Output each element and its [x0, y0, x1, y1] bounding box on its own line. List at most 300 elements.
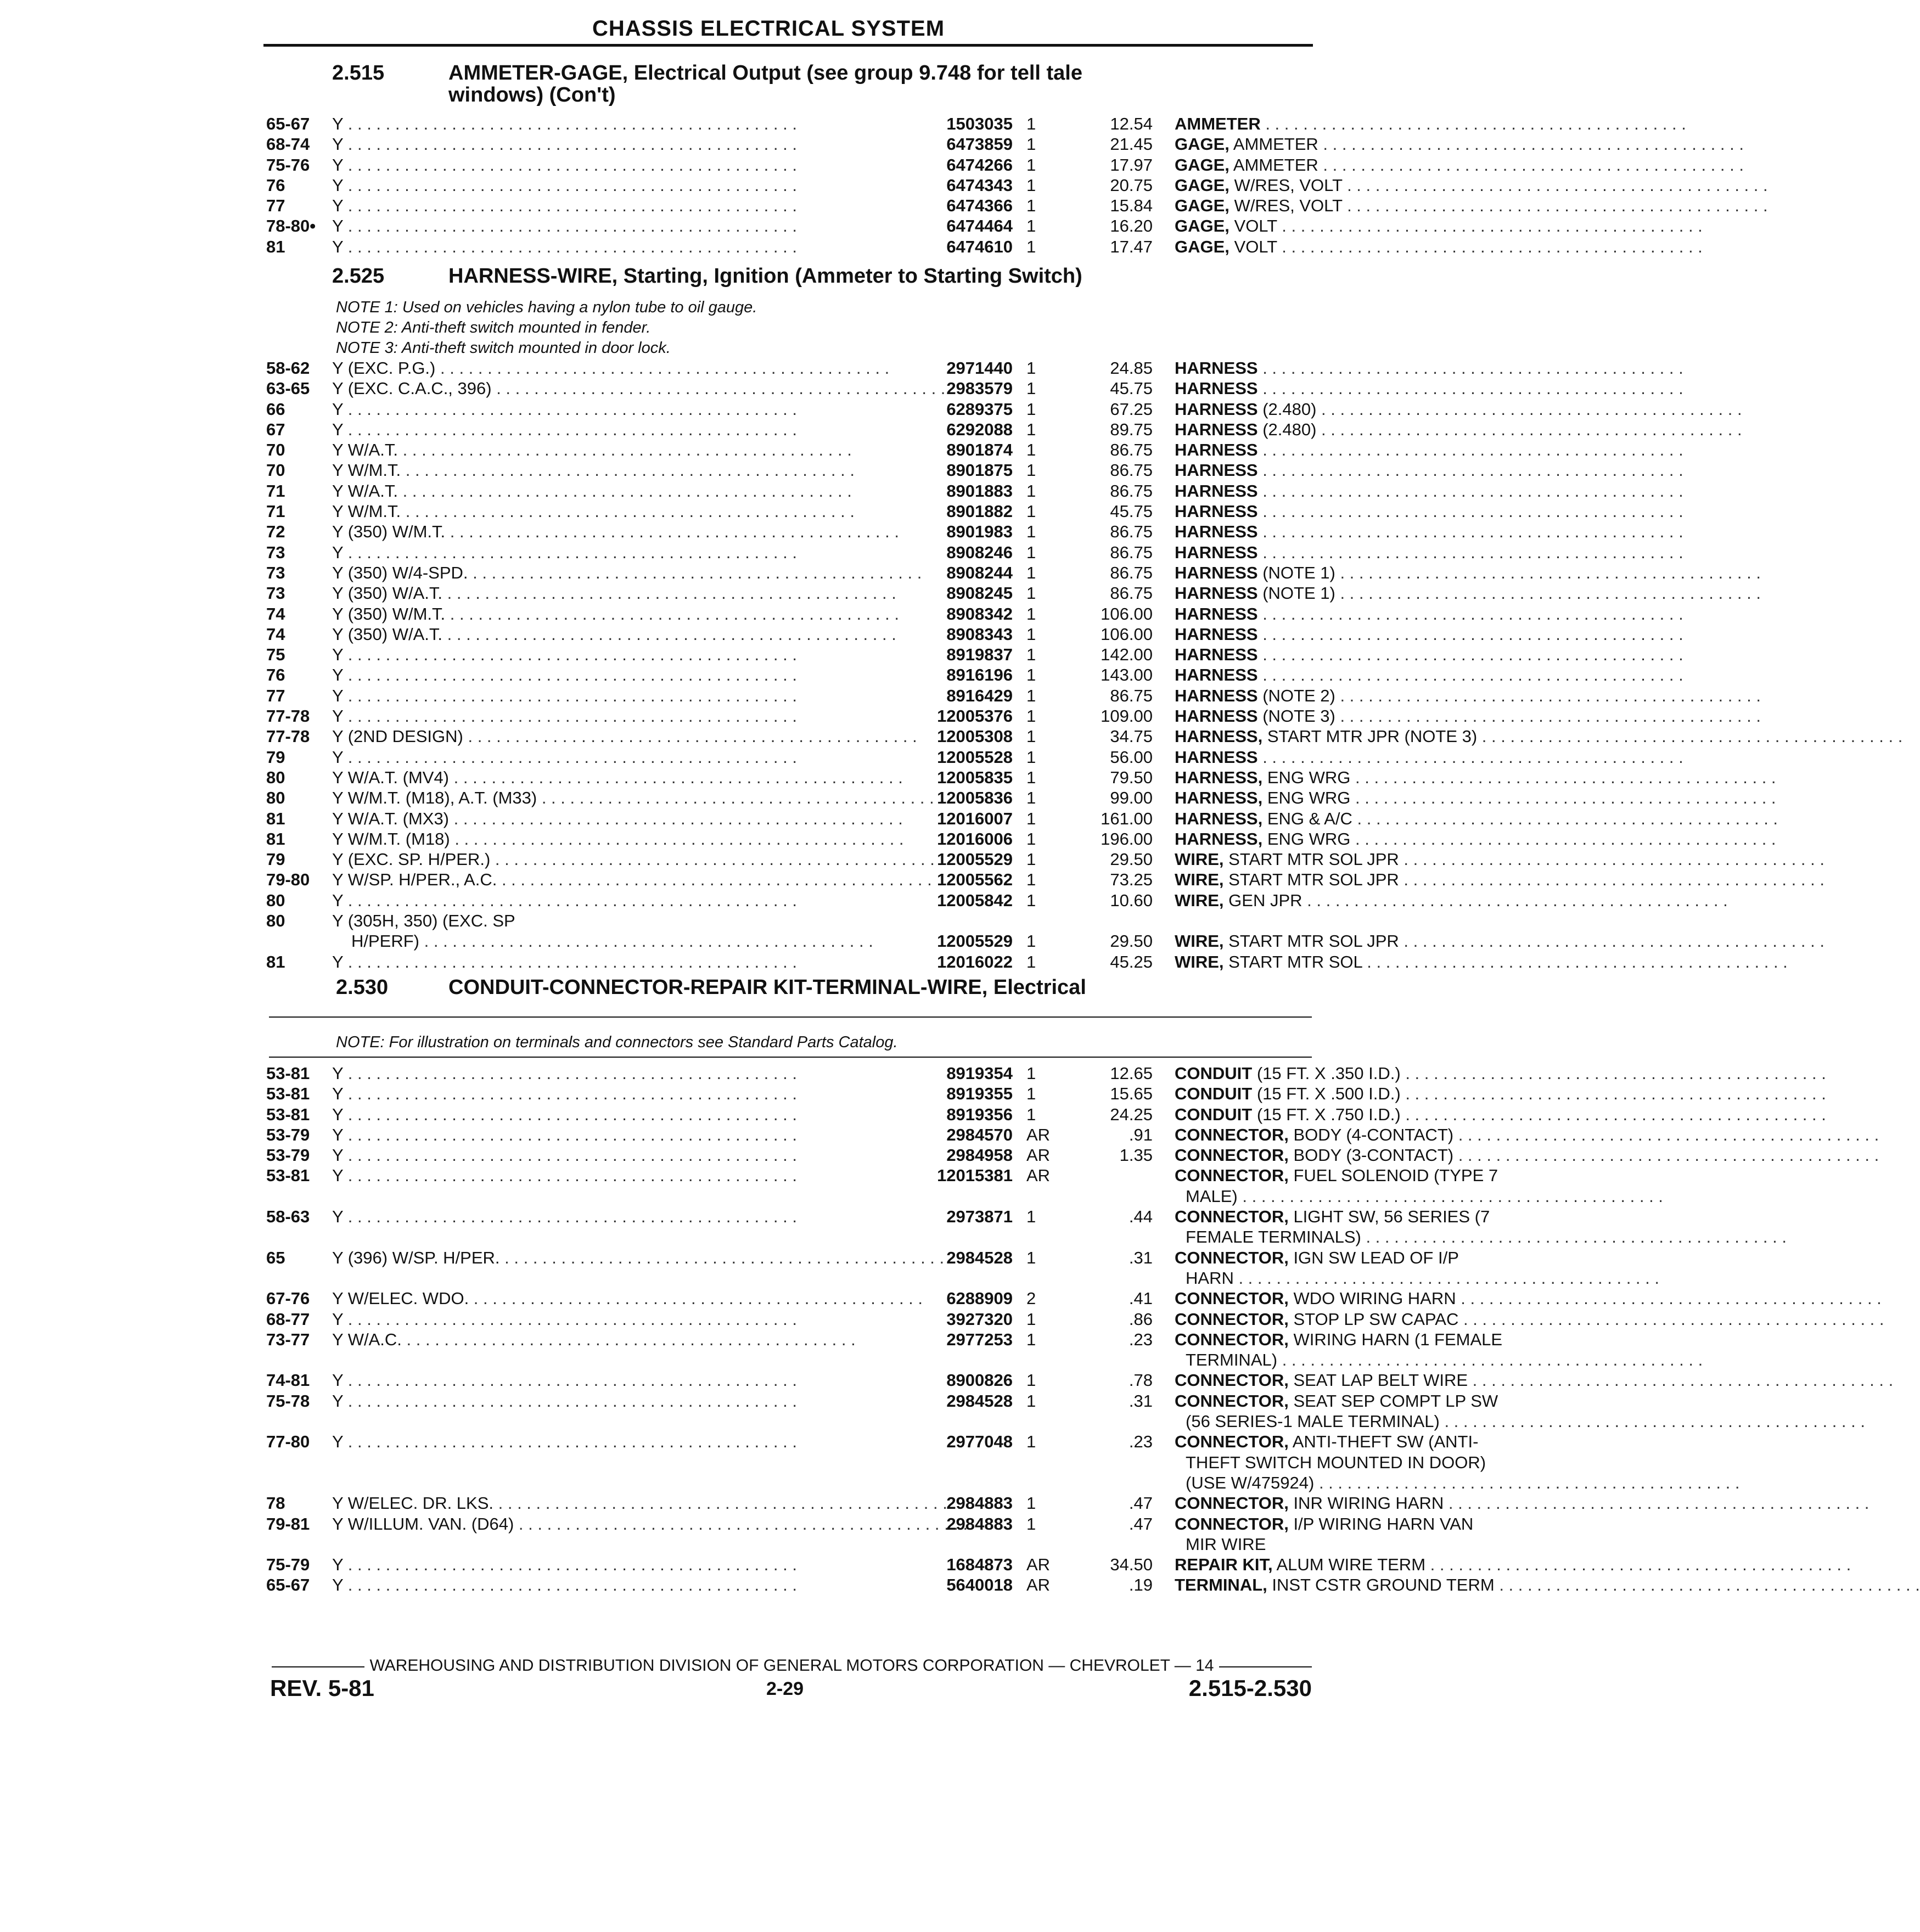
description	[1175, 624, 1570, 644]
parts-table-2-525	[266, 358, 1478, 972]
price: 45.25	[1110, 952, 1153, 971]
quantity: 1	[1026, 829, 1036, 849]
part-number: 8916429	[946, 686, 1013, 705]
description	[1175, 440, 1570, 460]
quantity: 1	[1026, 767, 1036, 787]
quantity: 1	[1026, 502, 1036, 521]
quantity: 1	[1026, 1432, 1036, 1452]
model-years: 71	[266, 502, 285, 521]
quantity: 1	[1026, 419, 1036, 439]
application: Y W/M.T. . . .	[332, 501, 892, 521]
description-continuation: (USE W/475924) . . .	[1186, 1473, 1581, 1493]
description-continuation: TERMINAL) . . .	[1186, 1350, 1581, 1370]
price: 106.00	[1101, 604, 1153, 624]
application: Y . . .	[332, 175, 892, 195]
section-title-line2: windows) (Con't)	[448, 83, 616, 106]
table-row-continuation	[266, 1452, 1486, 1473]
description-continuation: MIR WIRE	[1186, 1534, 1266, 1554]
quantity: 1	[1026, 624, 1036, 644]
quantity: 1	[1026, 460, 1036, 480]
model-years: 74-81	[266, 1371, 310, 1390]
description-detail: (NOTE 2)	[1257, 686, 1335, 705]
table-row-continuation	[266, 1227, 1361, 1247]
quantity: 1	[1026, 747, 1036, 767]
table-row	[266, 114, 1315, 134]
quantity: 1	[1026, 563, 1036, 582]
part-number: 2977048	[946, 1432, 1013, 1452]
description-detail: FUEL SOLENOID (TYPE 7	[1288, 1166, 1498, 1186]
price: .31	[1129, 1248, 1153, 1267]
quantity: 1	[1026, 1391, 1036, 1411]
description-keyword: CONNECTOR,	[1175, 1432, 1289, 1452]
part-number: 12005529	[937, 931, 1013, 951]
price: 86.75	[1110, 522, 1153, 542]
part-number: 12015381	[937, 1166, 1013, 1186]
quantity: 1	[1026, 440, 1036, 460]
model-years: 76	[266, 665, 285, 685]
table-row	[266, 911, 1315, 931]
description-keyword: CONNECTOR,	[1175, 1207, 1289, 1227]
table-row	[266, 849, 1399, 869]
quantity: 1	[1026, 1493, 1036, 1513]
quantity: 1	[1026, 358, 1036, 378]
part-number: 2984883	[946, 1493, 1013, 1513]
description-detail: STOP LP SW CAPAC	[1288, 1309, 1459, 1329]
description-detail: (2.480)	[1257, 399, 1317, 419]
revision-label: REV. 5-81	[270, 1675, 374, 1701]
model-years: 80	[266, 890, 285, 910]
quantity: 1	[1026, 645, 1036, 665]
quantity: 1	[1026, 134, 1036, 154]
description-keyword: CONDUIT	[1175, 1104, 1253, 1124]
price: 10.60	[1110, 890, 1153, 910]
section-number: 2.525	[332, 265, 385, 288]
part-number: 8901874	[946, 440, 1013, 460]
part-number: 6474610	[946, 237, 1013, 256]
application: Y (EXC. P.G.) . . .	[332, 358, 892, 378]
table-row	[266, 788, 1351, 808]
quantity: 1	[1026, 1207, 1036, 1227]
model-years: 72	[266, 522, 285, 542]
part-number: 8908246	[946, 542, 1013, 562]
application: Y . . .	[332, 706, 892, 726]
quantity: 1	[1026, 808, 1036, 828]
model-years: 81	[266, 952, 285, 971]
table-row	[266, 665, 1315, 685]
table-row	[266, 1145, 1454, 1165]
model-years: 75	[266, 645, 285, 665]
part-number: 2971440	[946, 358, 1013, 378]
application: Y (396) W/SP. H/PER. . . .	[332, 1248, 892, 1268]
description-keyword: CONDUIT	[1175, 1064, 1253, 1083]
application: Y . . .	[332, 1104, 892, 1125]
table-row	[266, 1370, 1468, 1390]
section-title: HARNESS-WIRE, Starting, Ignition (Ammeter to Starting Switch)	[448, 265, 1082, 288]
description-detail: START MTR SOL	[1223, 952, 1362, 971]
description	[1175, 195, 1570, 216]
price: .86	[1129, 1309, 1153, 1329]
description	[1175, 399, 1570, 419]
application: Y W/ELEC. DR. LKS. . . .	[332, 1493, 892, 1513]
price: 73.25	[1110, 870, 1153, 890]
part-number: 2984528	[946, 1248, 1013, 1267]
description-keyword: CONNECTOR,	[1175, 1514, 1289, 1534]
table-row	[266, 216, 1315, 236]
description	[1175, 767, 1570, 788]
section-heading-2-525	[332, 265, 1309, 289]
description-keyword: HARNESS,	[1175, 788, 1263, 808]
table-row	[266, 542, 1315, 563]
description-detail: I/P WIRING HARN VAN	[1288, 1514, 1474, 1534]
application: Y W/M.T. (M18), A.T. (M33) . . .	[332, 788, 892, 808]
section-note: NOTE: For illustration on terminals and connectors see Standard Parts Catalog.	[336, 1034, 898, 1051]
table-row	[266, 1431, 1479, 1452]
part-number: 2977253	[946, 1329, 1013, 1349]
description-keyword: HARNESS	[1175, 542, 1258, 562]
application: Y . . .	[332, 1206, 892, 1227]
price: 106.00	[1101, 624, 1153, 644]
application: Y W/ELEC. WDO. . . .	[332, 1288, 892, 1308]
price: 196.00	[1101, 829, 1153, 849]
table-row	[266, 829, 1351, 849]
description-detail: (NOTE 1)	[1257, 583, 1335, 603]
description-continuation: MALE) . . .	[1186, 1186, 1581, 1206]
model-years: 53-81	[266, 1064, 310, 1083]
description-keyword: CONNECTOR,	[1175, 1166, 1289, 1186]
part-number: 1684873	[946, 1555, 1013, 1575]
quantity: AR	[1026, 1145, 1051, 1165]
description-keyword: CONNECTOR,	[1175, 1125, 1289, 1144]
model-years: 53-81	[266, 1104, 310, 1124]
application: Y . . .	[332, 542, 892, 563]
description-keyword: HARNESS	[1175, 502, 1258, 521]
description-keyword: HARNESS	[1175, 358, 1258, 378]
quantity: 1	[1026, 542, 1036, 562]
section-rule-bottom	[269, 1057, 1312, 1058]
price: 12.54	[1110, 114, 1153, 133]
table-row-continuation	[266, 1534, 1315, 1554]
application: Y W/M.T. . . .	[332, 460, 892, 480]
price: 86.75	[1110, 460, 1153, 480]
note-3: NOTE 3: Anti-theft switch mounted in door lock.	[336, 339, 671, 357]
description	[1175, 706, 1570, 726]
application: Y (305H, 350) (EXC. SP	[332, 911, 515, 931]
application: Y . . .	[332, 155, 892, 175]
description-keyword: HARNESS	[1175, 604, 1258, 624]
model-years: 79-80	[266, 870, 310, 890]
description	[1175, 175, 1570, 195]
table-row	[266, 644, 1315, 665]
description-detail: SEAT LAP BELT WIRE	[1288, 1371, 1468, 1390]
description-keyword: HARNESS	[1175, 686, 1258, 705]
quantity: 1	[1026, 481, 1036, 501]
model-years: 66	[266, 399, 285, 419]
price: 29.50	[1110, 850, 1153, 869]
table-row	[266, 869, 1399, 890]
description	[1175, 1206, 1570, 1227]
description-detail: ENG WRG	[1262, 788, 1351, 808]
note-1: NOTE 1: Used on vehicles having a nylon tube to oil gauge.	[336, 299, 757, 316]
model-years: 68-74	[266, 134, 310, 154]
table-row	[266, 624, 1315, 644]
quantity: 1	[1026, 870, 1036, 890]
model-years: 53-79	[266, 1125, 310, 1144]
model-years: 65	[266, 1248, 285, 1267]
description-detail: ALUM WIRE TERM	[1272, 1555, 1426, 1575]
description-detail: VOLT	[1229, 216, 1277, 236]
price: 17.47	[1110, 237, 1153, 256]
description	[1175, 890, 1570, 911]
description	[1175, 726, 1570, 746]
table-row	[266, 1288, 1456, 1308]
description	[1175, 869, 1570, 890]
model-years: 80	[266, 911, 285, 931]
page-range: 2.515-2.530	[1188, 1675, 1312, 1701]
application: Y . . .	[332, 1431, 892, 1452]
table-row	[266, 440, 1315, 460]
part-number: 12005842	[937, 890, 1013, 910]
table-row	[266, 1329, 1503, 1350]
page-title: CHASSIS ELECTRICAL SYSTEM	[592, 16, 945, 41]
description	[1175, 952, 1570, 972]
model-years: 67	[266, 419, 285, 439]
price: .31	[1129, 1391, 1153, 1411]
table-row	[266, 583, 1335, 603]
parts-table-2-515	[266, 114, 1343, 257]
model-years: 78	[266, 1493, 285, 1513]
part-number: 8908343	[946, 624, 1013, 644]
part-number: 6288909	[946, 1289, 1013, 1308]
description-detail: SEAT SEP COMPT LP SW	[1288, 1391, 1498, 1411]
price: .47	[1129, 1493, 1153, 1513]
application: Y (350) W/A.T. . . .	[332, 624, 892, 644]
description	[1175, 747, 1570, 767]
part-number: 5640018	[946, 1575, 1013, 1595]
model-years: 80	[266, 767, 285, 787]
description	[1175, 604, 1570, 624]
model-years: 65-67	[266, 114, 310, 133]
description-detail: ENG WRG	[1262, 767, 1351, 787]
table-row	[266, 808, 1352, 829]
part-number: 12016022	[937, 952, 1013, 971]
description-keyword: CONNECTOR,	[1175, 1289, 1289, 1308]
description	[1175, 1165, 1570, 1186]
table-row	[266, 563, 1335, 583]
table-row	[266, 501, 1315, 521]
price: 86.75	[1110, 440, 1153, 460]
price: 86.75	[1110, 583, 1153, 603]
description-keyword: CONNECTOR,	[1175, 1371, 1289, 1390]
description-detail: W/RES, VOLT	[1229, 175, 1343, 195]
description	[1175, 1083, 1570, 1104]
application-continuation: H/PERF) . . .	[351, 931, 911, 951]
table-row-continuation	[266, 1411, 1440, 1431]
application: Y . . .	[332, 195, 892, 216]
part-number: 12005529	[937, 850, 1013, 869]
price: .91	[1129, 1125, 1153, 1144]
price: .19	[1129, 1575, 1153, 1595]
description-detail: ENG & A/C	[1262, 808, 1352, 828]
part-number: 12005376	[937, 706, 1013, 726]
description-detail: IGN SW LEAD OF I/P	[1288, 1248, 1459, 1267]
quantity: 1	[1026, 952, 1036, 971]
application: Y (350) W/4-SPD. . . .	[332, 563, 892, 583]
part-number: 8919354	[946, 1064, 1013, 1083]
table-row	[266, 134, 1318, 154]
table-row	[266, 1514, 1474, 1534]
description-keyword: WIRE,	[1175, 931, 1224, 951]
description	[1175, 849, 1570, 869]
description-keyword: HARNESS	[1175, 563, 1258, 582]
description-keyword: HARNESS	[1175, 706, 1258, 726]
section-number: 2.515	[332, 61, 385, 85]
quantity: 1	[1026, 931, 1036, 951]
description	[1175, 542, 1570, 563]
table-row	[266, 399, 1315, 419]
description	[1175, 1391, 1570, 1411]
table-row	[266, 1165, 1498, 1186]
description-detail: START MTR SOL JPR	[1223, 850, 1399, 869]
table-row	[266, 1125, 1454, 1145]
description-keyword: CONNECTOR,	[1175, 1145, 1289, 1165]
part-number: 3927320	[946, 1309, 1013, 1329]
model-years: 79	[266, 747, 285, 767]
description	[1175, 665, 1570, 685]
price: 86.75	[1110, 686, 1153, 705]
description	[1175, 237, 1570, 257]
description-keyword: TERMINAL,	[1175, 1575, 1267, 1595]
application: Y . . .	[332, 747, 892, 767]
model-years: 73	[266, 542, 285, 562]
model-years: 75-79	[266, 1555, 310, 1575]
quantity: AR	[1026, 1125, 1051, 1144]
model-years: 75-76	[266, 155, 310, 175]
table-row-continuation	[266, 1350, 1315, 1370]
table-row	[266, 1083, 1401, 1104]
description-detail: ANTI-THEFT SW (ANTI-	[1288, 1432, 1479, 1452]
model-years: 53-81	[266, 1166, 310, 1186]
quantity: 1	[1026, 1514, 1036, 1534]
description-keyword: GAGE,	[1175, 155, 1230, 175]
part-number: 2984528	[946, 1391, 1013, 1411]
description	[1175, 521, 1570, 542]
footer-label: WAREHOUSING AND DISTRIBUTION DIVISION OF GENERAL MOTORS CORPORATION — CHEVROLET — 14	[364, 1656, 1220, 1675]
application: Y . . .	[332, 644, 892, 665]
model-years: 77	[266, 686, 285, 705]
table-row	[266, 1309, 1459, 1329]
section-rule-top	[269, 1016, 1312, 1018]
part-number: 8919355	[946, 1084, 1013, 1104]
quantity: 1	[1026, 175, 1036, 195]
table-row-continuation	[266, 1268, 1315, 1288]
table-row	[266, 460, 1315, 480]
price: .44	[1129, 1207, 1153, 1227]
application: Y . . .	[332, 890, 892, 911]
description	[1175, 1493, 1570, 1513]
part-number: 8900826	[946, 1371, 1013, 1390]
description	[1175, 1288, 1570, 1308]
description-detail: VOLT	[1229, 237, 1277, 256]
application: Y . . .	[332, 1125, 892, 1145]
part-number: 8901882	[946, 502, 1013, 521]
table-row	[266, 1248, 1459, 1268]
part-number: 2973871	[946, 1207, 1013, 1227]
table-row	[266, 1063, 1401, 1083]
description-keyword: HARNESS	[1175, 460, 1258, 480]
application: Y . . .	[332, 134, 892, 154]
description-keyword: HARNESS	[1175, 481, 1258, 501]
price: 15.65	[1110, 1084, 1153, 1104]
price: 86.75	[1110, 481, 1153, 501]
table-row	[266, 686, 1335, 706]
quantity: 1	[1026, 1104, 1036, 1124]
table-row	[266, 155, 1318, 175]
header-rule	[263, 44, 1313, 47]
part-number: 8919356	[946, 1104, 1013, 1124]
description-detail: ENG WRG	[1262, 829, 1351, 849]
description-detail: W/RES, VOLT	[1229, 196, 1343, 216]
part-number: 6289375	[946, 399, 1013, 419]
table-row	[266, 419, 1315, 440]
application: Y (350) W/A.T. . . .	[332, 583, 892, 603]
part-number: 6474366	[946, 196, 1013, 216]
model-years: 67-76	[266, 1289, 310, 1308]
price: 45.75	[1110, 502, 1153, 521]
model-years: 81	[266, 829, 285, 849]
section-title: CONDUIT-CONNECTOR-REPAIR KIT-TERMINAL-WIRE, Electrical	[448, 976, 1086, 999]
description-keyword: GAGE,	[1175, 216, 1230, 236]
quantity: AR	[1026, 1575, 1051, 1595]
description-detail: AMMETER	[1229, 134, 1318, 154]
model-years: 70	[266, 440, 285, 460]
application: Y W/A.T. . . .	[332, 481, 892, 501]
description	[1175, 1575, 1570, 1595]
application: Y . . .	[332, 1145, 892, 1165]
part-number: 12005308	[937, 727, 1013, 746]
description-keyword: HARNESS	[1175, 399, 1258, 419]
model-years: 77-78	[266, 727, 310, 746]
description-detail: BODY (4-CONTACT)	[1288, 1125, 1454, 1144]
table-row	[266, 175, 1343, 195]
description	[1175, 501, 1570, 521]
quantity: 1	[1026, 727, 1036, 746]
description-keyword: HARNESS	[1175, 522, 1258, 542]
price: .78	[1129, 1371, 1153, 1390]
model-years: 81	[266, 808, 285, 828]
description	[1175, 134, 1570, 154]
description-detail: WDO WIRING HARN	[1288, 1289, 1456, 1308]
description	[1175, 644, 1570, 665]
description-detail: (NOTE 1)	[1257, 563, 1335, 582]
model-years: 80	[266, 788, 285, 808]
description-keyword: HARNESS,	[1175, 767, 1263, 787]
price: 89.75	[1110, 419, 1153, 439]
price: 34.50	[1110, 1555, 1153, 1575]
application: Y . . .	[332, 216, 892, 236]
description-keyword: HARNESS,	[1175, 829, 1263, 849]
part-number: 12005528	[937, 747, 1013, 767]
quantity: 1	[1026, 114, 1036, 133]
quantity: 1	[1026, 850, 1036, 869]
application: Y W/A.C. . . .	[332, 1329, 892, 1350]
model-years: 78-80•	[266, 216, 316, 236]
description-keyword: CONNECTOR,	[1175, 1391, 1289, 1411]
application: Y . . .	[332, 1063, 892, 1083]
model-years: 73	[266, 583, 285, 603]
model-years: 70	[266, 460, 285, 480]
model-years: 73-77	[266, 1329, 310, 1349]
part-number: 8919837	[946, 645, 1013, 665]
